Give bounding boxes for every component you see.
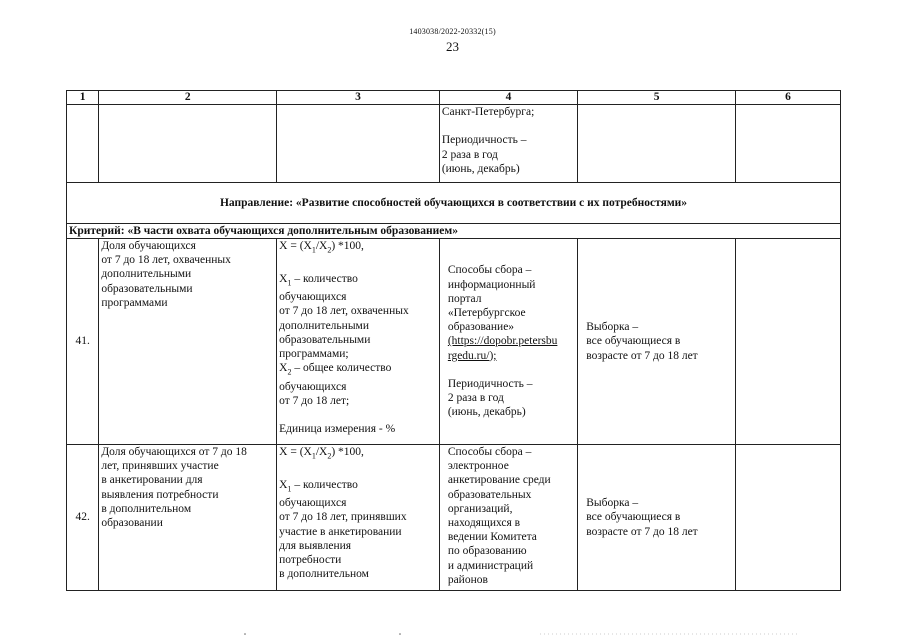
table-row — [67, 445, 841, 591]
x2-definition: $X_2$ – общее количество обучающихся от 7 до 18 лет; — [279, 362, 392, 407]
scan-artifact — [100, 632, 800, 636]
table-row — [67, 239, 841, 445]
periodicity: Периодичность – 2 раза в год (июнь, декабрь) — [447, 378, 533, 419]
collection-method: Способы сбора – электронное анкетирование среди образовательных организаций, находящихся в ведении Комитета по образованию и администраций районов — [439, 445, 577, 591]
x1-definition: $X_1$ – количество обучающихся от 7 до 18 лет, принявших участие в анкетировании для выявления потребности в дополнительном — [279, 478, 407, 581]
calculation-method — [277, 445, 440, 591]
row-number: 41. — [67, 239, 99, 445]
section-row — [67, 183, 841, 224]
criterion-title: Критерий: «В части охвата обучающихся дополнительным образованием» — [67, 224, 841, 239]
indicator-name: Доля обучающихся от 7 до 18 лет, принявших участие в анкетировании для выявления потребности в дополнительном образовании — [99, 445, 277, 591]
table-cell — [735, 239, 840, 445]
formula: $X = (X_1/X_2)$ *100, — [279, 240, 364, 255]
collection-method: Способы сбора – информационный портал «Петербургское образование» — [447, 264, 536, 334]
table-cell — [578, 105, 736, 183]
table-cell — [67, 105, 99, 183]
criterion-row — [67, 224, 841, 239]
table-cell — [277, 105, 440, 183]
portal-link[interactable]: (https://dopobr.petersbu rgedu.ru/); — [447, 335, 558, 362]
table-cell — [735, 105, 840, 183]
column-number-row — [67, 91, 841, 105]
collection-method-cell: Санкт-Петербурга; Периодичность – 2 раза в год (июнь, декабрь) — [439, 105, 577, 183]
collection-method-cell — [439, 239, 577, 445]
column-number: 1 — [67, 91, 99, 105]
column-number: 4 — [439, 91, 577, 105]
table-cell — [735, 445, 840, 591]
sample-description: Выборка – все обучающиеся в возрасте от 7 до 18 лет — [578, 239, 736, 445]
column-number: 5 — [578, 91, 736, 105]
x1-definition: $X_1$ – количество обучающихся от 7 до 18 лет, охваченных дополнительными образовательными программами; — [279, 272, 409, 361]
document-number: 1403038/2022-20332(15) — [409, 27, 496, 36]
calculation-method — [277, 239, 440, 445]
column-number: 2 — [99, 91, 277, 105]
column-number: 3 — [277, 91, 440, 105]
indicator-name: Доля обучающихся от 7 до 18 лет, охваченных дополнительными образовательными программами — [99, 239, 277, 445]
sample-description: Выборка – все обучающиеся в возрасте от 7 до 18 лет — [578, 445, 736, 591]
table-cell — [99, 105, 277, 183]
row-number: 42. — [67, 445, 99, 591]
indicators-table — [66, 90, 841, 591]
continuation-row — [67, 105, 841, 183]
formula: $X = (X_1/X_2)$ *100, — [279, 446, 364, 461]
section-title: Направление: «Развитие способностей обучающихся в соответствии с их потребностями» — [67, 183, 841, 224]
column-number: 6 — [735, 91, 840, 105]
page-number: 23 — [446, 39, 459, 54]
unit-of-measure: Единица измерения - % — [279, 423, 396, 436]
